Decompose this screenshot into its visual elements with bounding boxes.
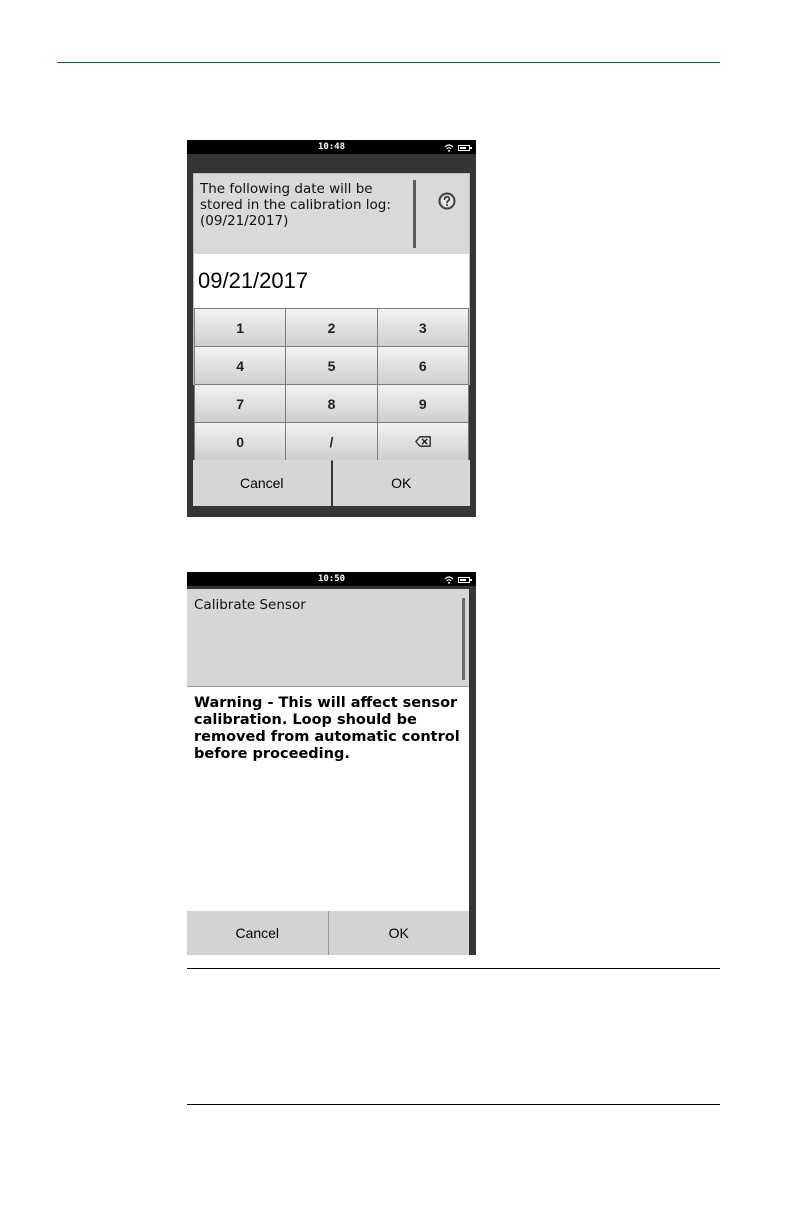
key-0[interactable]: 0 [195,423,285,460]
status-time: 10:48 [317,142,346,152]
note-rule-bottom [187,1104,720,1105]
cancel-button[interactable]: Cancel [187,911,328,955]
scroll-indicator[interactable] [462,598,465,680]
key-6[interactable]: 6 [378,347,468,384]
help-icon[interactable] [438,192,456,210]
prompt-text: The following date will be stored in the calibration log: (09/21/2017) [200,181,391,229]
note-rule-top [187,968,720,969]
battery-icon [458,145,470,151]
backspace-icon [415,436,431,447]
ok-button[interactable]: OK [329,911,470,955]
ok-button[interactable]: OK [333,460,471,506]
key-5[interactable]: 5 [286,347,376,384]
battery-icon [458,577,470,583]
header-panel [187,589,469,686]
scroll-indicator [413,180,416,248]
numeric-keypad [194,308,469,461]
key-slash[interactable]: / [286,423,376,460]
screen-title: Calibrate Sensor [194,597,306,613]
date-entry-screen [187,140,476,517]
key-1[interactable]: 1 [195,309,285,346]
key-backspace[interactable] [378,423,468,460]
warning-text: Warning - This will affect sensor calibration. Loop should be removed from automatic control before proceeding. [194,695,460,762]
key-2[interactable]: 2 [286,309,376,346]
warning-panel [187,686,469,911]
status-time: 10:50 [317,574,346,584]
button-bar [187,911,469,955]
cancel-button[interactable]: Cancel [193,460,331,506]
key-4[interactable]: 4 [195,347,285,384]
key-9[interactable]: 9 [378,385,468,422]
date-input-value: 09/21/2017 [198,268,309,293]
header-rule [57,62,720,63]
wifi-icon [444,576,454,584]
status-bar [187,572,476,586]
calibrate-warning-screen [187,572,476,955]
button-bar [193,460,470,506]
key-3[interactable]: 3 [378,309,468,346]
status-bar [187,140,476,154]
key-8[interactable]: 8 [286,385,376,422]
wifi-icon [444,144,454,152]
key-7[interactable]: 7 [195,385,285,422]
